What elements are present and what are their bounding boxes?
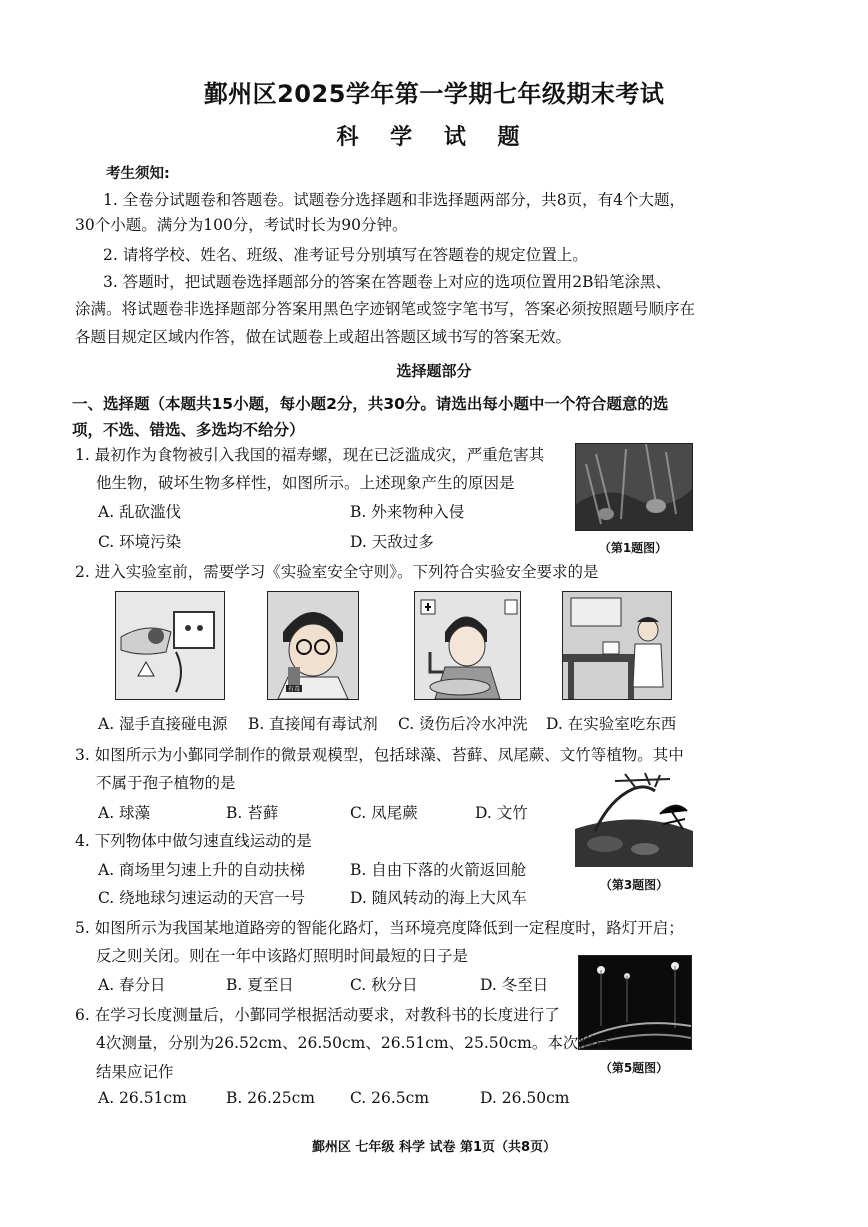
notice-line: 2. 请将学校、姓名、班级、准考证号分别填写在答题卷的规定位置上。 [103, 246, 588, 264]
q6-option-b: B. 26.25cm [226, 1089, 315, 1107]
q4-option-c: C. 绕地球匀速运动的天宫一号 [98, 889, 306, 907]
exam-subtitle: 科 学 试 题 [336, 125, 532, 150]
q1-option-b: B. 外来物种入侵 [350, 503, 465, 521]
q6-option-a: A. 26.51cm [98, 1089, 187, 1107]
q5-option-b: B. 夏至日 [226, 976, 294, 994]
q4-option-a: A. 商场里匀速上升的自动扶梯 [98, 861, 306, 879]
q4-option-b: B. 自由下落的火箭返回舱 [350, 861, 527, 879]
q6-stem: 4次测量，分别为26.52cm、26.50cm、26.51cm、25.50cm。本次测量 [96, 1034, 610, 1052]
q5-stem: 反之则关闭。则在一年中该路灯照明时间最短的日子是 [96, 947, 469, 965]
q1-option-a: A. 乱砍滥伐 [98, 503, 182, 521]
part1-heading: 项，不选、错选、多选均不给分） [72, 421, 305, 439]
q1-option-d: D. 天敌过多 [350, 533, 434, 551]
q5-option-d: D. 冬至日 [480, 976, 549, 994]
notice-line: 各题目规定区域内作答，做在试题卷上或超出答题区域书写的答案无效。 [75, 328, 572, 346]
notice-line: 3. 答题时，把试题卷选择题部分的答案在答题卷上对应的选项位置用2B铅笔涂黑、 [103, 273, 671, 291]
q1-stem: 1. 最初作为食物被引入我国的福寿螺，现在已泛滥成灾，严重危害其 [75, 446, 545, 464]
exam-title: 鄞州区2025学年第一学期七年级期末考试 [203, 80, 665, 108]
q2-option-a: A. 湿手直接碰电源 [98, 715, 228, 733]
q3-option-d: D. 文竹 [475, 804, 528, 822]
q2-option-b: B. 直接闻有毒试剂 [248, 715, 378, 733]
notice-heading: 考生须知: [106, 166, 170, 182]
q5-option-c: C. 秋分日 [350, 976, 418, 994]
q3-terrarium-image [575, 769, 693, 867]
section-title: 选择题部分 [396, 362, 472, 380]
q2-image-c [414, 591, 521, 700]
q3-option-b: B. 苔藓 [226, 804, 279, 822]
notice-line: 1. 全卷分试题卷和答题卷。试题卷分选择题和非选择题两部分，共8页，有4个大题， [103, 191, 685, 209]
q5-caption: （第5题图） [599, 1061, 669, 1075]
q4-stem: 4. 下列物体中做匀速直线运动的是 [75, 832, 312, 850]
q3-stem: 不属于孢子植物的是 [96, 774, 236, 792]
q5-stem: 5. 如图所示为我国某地道路旁的智能化路灯，当环境亮度降低到一定程度时，路灯开启； [75, 919, 684, 937]
q2-image-b [267, 591, 359, 700]
q2-image-d [562, 591, 672, 700]
q6-option-d: D. 26.50cm [480, 1089, 570, 1107]
notice-line: 涂满。将试题卷非选择题部分答案用黑色字迹钢笔或签字笔书写，答案必须按照题号顺序在 [75, 300, 696, 318]
q1-caption: （第1题图） [598, 541, 668, 555]
q2-image-a [115, 591, 225, 700]
q3-option-c: C. 凤尾蕨 [350, 804, 418, 822]
q3-caption: （第3题图） [599, 878, 669, 892]
q5-option-a: A. 春分日 [98, 976, 166, 994]
q3-stem: 3. 如图所示为小鄞同学制作的微景观模型，包括球藻、苔藓、凤尾蕨、文竹等植物。其中 [75, 746, 684, 764]
page-footer: 鄞州区 七年级 科学 试卷 第1页（共8页） [311, 1140, 557, 1155]
q6-option-c: C. 26.5cm [350, 1089, 430, 1107]
q1-option-c: C. 环境污染 [98, 533, 182, 551]
q6-stem: 结果应记作 [96, 1063, 174, 1081]
q2-option-d: D. 在实验室吃东西 [546, 715, 677, 733]
q2-stem: 2. 进入实验室前，需要学习《实验室安全守则》。下列符合实验安全要求的是 [75, 563, 599, 581]
notice-line: 30个小题。满分为100分，考试时长为90分钟。 [75, 216, 408, 234]
q3-option-a: A. 球藻 [98, 804, 151, 822]
bottle-label: 有毒 [287, 686, 301, 693]
q6-stem: 6. 在学习长度测量后，小鄞同学根据活动要求，对教科书的长度进行了 [75, 1006, 560, 1024]
q1-snail-photo [575, 443, 693, 531]
q4-option-d: D. 随风转动的海上大风车 [350, 889, 527, 907]
q1-stem: 他生物，破坏生物多样性，如图所示。上述现象产生的原因是 [96, 474, 515, 492]
q2-option-c: C. 烫伤后冷水冲洗 [398, 715, 528, 733]
part1-heading: 一、选择题（本题共15小题，每小题2分，共30分。请选出每小题中一个符合题意的选 [72, 395, 669, 413]
